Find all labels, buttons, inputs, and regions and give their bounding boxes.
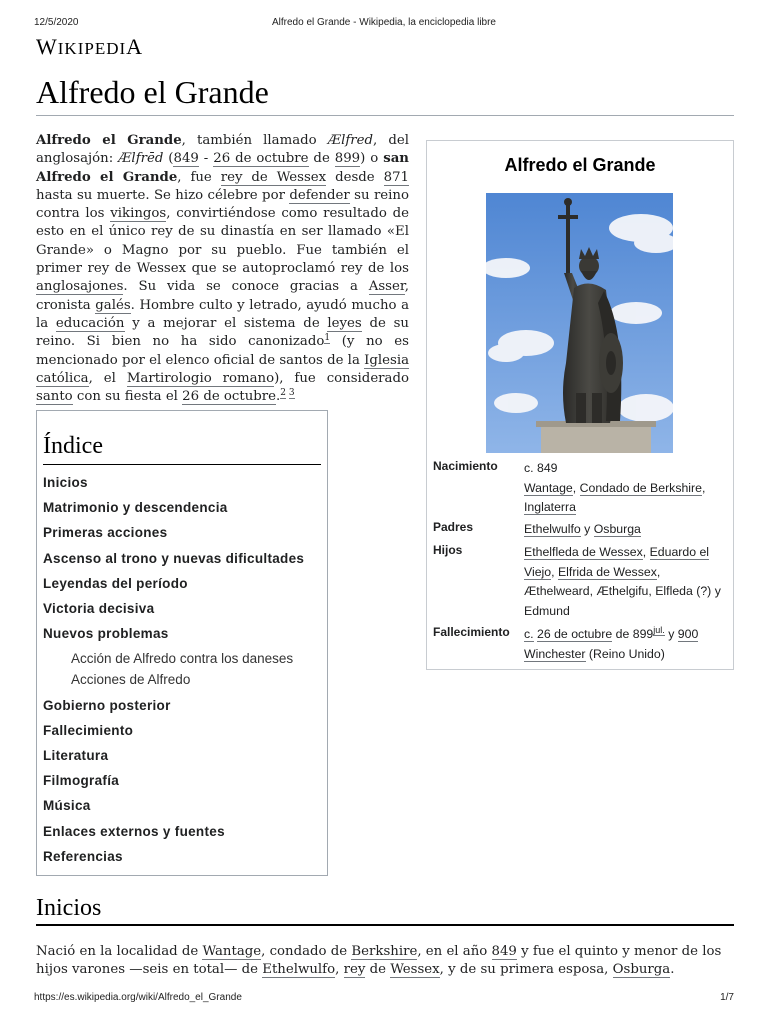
print-url: https://es.wikipedia.org/wiki/Alfredo_el_Grande [34, 992, 242, 1003]
link-death-date[interactable]: 26 de octubre [213, 151, 309, 167]
sep: , [551, 564, 558, 579]
lead-text: ), fue considerado [274, 370, 409, 386]
lead-text: y a mejorar el sistema de [124, 315, 328, 331]
footnote-2[interactable]: 2 [280, 387, 286, 398]
lead-text: , convirtiéndose como resultado de esto en el único rey de su dinastía en ser llamado «El Grande» o Magno por su pueblo. Fue también el primer rey de Wessex que se autoproclamó rey de los [36, 206, 409, 277]
sep: , [572, 480, 580, 495]
lead-text: (y no es mencionado por el elenco oficial de santos de la [36, 334, 409, 368]
link-wantage[interactable]: Wantage [524, 480, 573, 495]
lead-text: , también llamado [181, 133, 328, 148]
toc-item[interactable]: Enlaces externos y fuentes [43, 823, 225, 839]
lead-text: , el [88, 370, 127, 386]
link-iglesia-catolica[interactable]: Iglesia católica [36, 352, 409, 386]
value-nacimiento [524, 459, 729, 518]
lead-text: ( [163, 151, 174, 167]
lead-text: hasta su muerte. Se hizo célebre por [36, 187, 290, 203]
link-ethelwulfo-body[interactable]: Ethelwulfo [262, 962, 336, 978]
label-hijos: Hijos [433, 543, 463, 557]
lead-aelfred-long: Ælfrēd [118, 151, 164, 167]
toc-item[interactable]: Victoria decisiva [43, 600, 155, 616]
para-text: , [335, 962, 344, 978]
link-circa[interactable]: c. [524, 627, 534, 641]
place-note: (Reino Unido) [585, 646, 665, 661]
print-header [0, 17, 768, 31]
link-wantage-body[interactable]: Wantage [202, 944, 262, 959]
link-wessex-body[interactable]: Wessex [390, 962, 440, 978]
link-871[interactable]: 871 [383, 169, 409, 185]
para-text: Nació en la localidad de [36, 944, 203, 959]
value-fallecimiento [524, 625, 729, 664]
value-hijos [524, 543, 729, 621]
footnote-3[interactable]: 3 [288, 387, 295, 398]
lead-text: . Hombre culto y letrado, ayudó mucho a la [36, 297, 409, 331]
link-birth-year[interactable]: 849 [173, 151, 199, 167]
birth-date: c. 849 [524, 461, 558, 475]
print-footer [0, 992, 768, 1006]
label-padres: Padres [433, 520, 474, 534]
wordmark-first: W [36, 34, 58, 59]
toc-item[interactable]: Gobierno posterior [43, 697, 171, 713]
link-death-date-ib[interactable]: 26 de octubre [537, 627, 613, 641]
lead-aelfred: Ælfred [327, 133, 374, 148]
table-of-contents [36, 410, 328, 876]
print-page-number: 1/7 [720, 992, 734, 1003]
other-children: , Æthelweard, Æthelgifu, Elfleda (?) y Edmund [524, 564, 721, 618]
link-eduardo[interactable]: Eduardo el Viejo [524, 545, 710, 579]
label-nacimiento: Nacimiento [433, 459, 498, 473]
sep: y [664, 627, 678, 641]
sep: , [642, 545, 650, 559]
para-text: de [365, 962, 391, 978]
lead-paragraph [36, 132, 409, 406]
lead-text: , del anglosajón: [36, 133, 409, 167]
death-year: 899 [632, 627, 654, 641]
link-leyes[interactable]: leyes [327, 315, 362, 331]
toc-item[interactable]: Literatura [43, 748, 109, 764]
lead-text: su reino contra los [36, 187, 409, 222]
link-inglaterra[interactable]: Inglaterra [524, 500, 576, 514]
para-text: . [670, 962, 675, 978]
link-elfrida[interactable]: Elfrida de Wessex [557, 564, 657, 579]
link-osburga-body[interactable]: Osburga [612, 962, 671, 978]
link-educacion[interactable]: educación [55, 315, 125, 331]
print-page-title: Alfredo el Grande - Wikipedia, la enciclopedia libre [271, 17, 496, 28]
link-fiesta[interactable]: 26 de octubre [182, 389, 277, 405]
label-fallecimiento: Fallecimiento [433, 625, 510, 639]
link-winchester[interactable]: Winchester [524, 646, 586, 661]
link-849-body[interactable]: 849 [491, 944, 517, 959]
lead-text: de su reino. Si bien no ha sido canonizado [36, 315, 409, 350]
toc-item[interactable]: Matrimonio y descendencia [43, 500, 228, 516]
para-text: , y de su primera esposa, [439, 962, 613, 978]
lead-text: , fue [177, 169, 221, 185]
lead-text: - [198, 151, 214, 167]
link-death-year[interactable]: 899 [334, 151, 361, 167]
sep: , [701, 480, 706, 495]
link-martirologio[interactable]: Martirologio romano [126, 370, 275, 386]
infobox-image[interactable] [486, 193, 673, 453]
statue-image [486, 193, 673, 453]
toc-item[interactable]: Ascenso al trono y nuevas dificultades [43, 550, 305, 566]
print-date: 12/5/2020 [34, 17, 79, 28]
wordmark-last: A [126, 34, 144, 59]
section-paragraph-inicios [36, 943, 734, 980]
link-jul[interactable]: jul. [653, 624, 665, 635]
lead-text: de [308, 151, 335, 167]
toc-title: Índice [43, 433, 321, 465]
link-anglosajones[interactable]: anglosajones [36, 279, 124, 295]
footnote-1[interactable]: 1 [324, 332, 331, 343]
toc-item[interactable]: Inicios [43, 475, 88, 490]
toc-item[interactable]: Nuevos problemas [43, 626, 169, 642]
link-asser[interactable]: Asser [368, 279, 405, 295]
lead-text: desde [326, 169, 384, 185]
lead-text: . [276, 389, 281, 405]
link-osburga[interactable]: Osburga [593, 522, 641, 536]
sep: y [580, 522, 594, 536]
toc-subitem[interactable]: Acciones de Alfredo [71, 671, 191, 687]
toc-item[interactable]: Filmografía [43, 773, 120, 789]
link-rey-de-wessex[interactable]: rey de Wessex [220, 169, 327, 185]
infobox-title: Alfredo el Grande [504, 155, 656, 175]
para-text: , en el año [417, 944, 492, 959]
link-vikingos[interactable]: vikingos [110, 206, 167, 222]
infobox [426, 140, 734, 670]
sep: de [612, 627, 633, 641]
link-santo[interactable]: santo [36, 389, 73, 405]
toc-item[interactable]: Fallecimiento [43, 722, 134, 738]
toc-item[interactable]: Leyendas del período [43, 575, 188, 591]
page-title: Alfredo el Grande [36, 72, 734, 116]
toc-item[interactable]: Referencias [43, 848, 123, 864]
toc-item[interactable]: Primeras acciones [43, 525, 168, 541]
para-text: y fue el quinto y menor de los hijos varones —seis en total— de [36, 944, 722, 978]
link-gales[interactable]: galés [95, 297, 131, 313]
link-rey-body[interactable]: rey [343, 962, 366, 978]
section-heading-inicios: Inicios [36, 895, 734, 926]
lead-san-alfredo: san Alfredo el Grande [36, 151, 409, 185]
toc-item[interactable]: Música [43, 798, 91, 814]
wordmark-rest: IKIPEDI [57, 39, 127, 58]
link-900[interactable]: 900 [677, 627, 699, 641]
value-padres [524, 520, 729, 540]
para-text: , condado de [261, 944, 352, 959]
lead-text: . Su vida se conoce gracias a [123, 279, 369, 295]
lead-name: Alfredo el Grande [36, 133, 182, 148]
link-berkshire[interactable]: Condado de Berkshire [579, 480, 702, 495]
toc-subitem[interactable]: Acción de Alfredo contra los daneses [71, 651, 294, 667]
lead-text: ) o [360, 151, 384, 167]
lead-text: , cronista [36, 279, 409, 313]
link-ethelfleda[interactable]: Ethelfleda de Wessex [524, 545, 643, 559]
link-berkshire-body[interactable]: Berkshire [351, 944, 418, 959]
toc-list [43, 475, 323, 874]
wikipedia-wordmark[interactable] [36, 34, 143, 60]
link-defender[interactable]: defender [289, 187, 350, 203]
link-ethelwulfo[interactable]: Ethelwulfo [524, 522, 581, 536]
lead-text: con su fiesta el [72, 389, 183, 405]
